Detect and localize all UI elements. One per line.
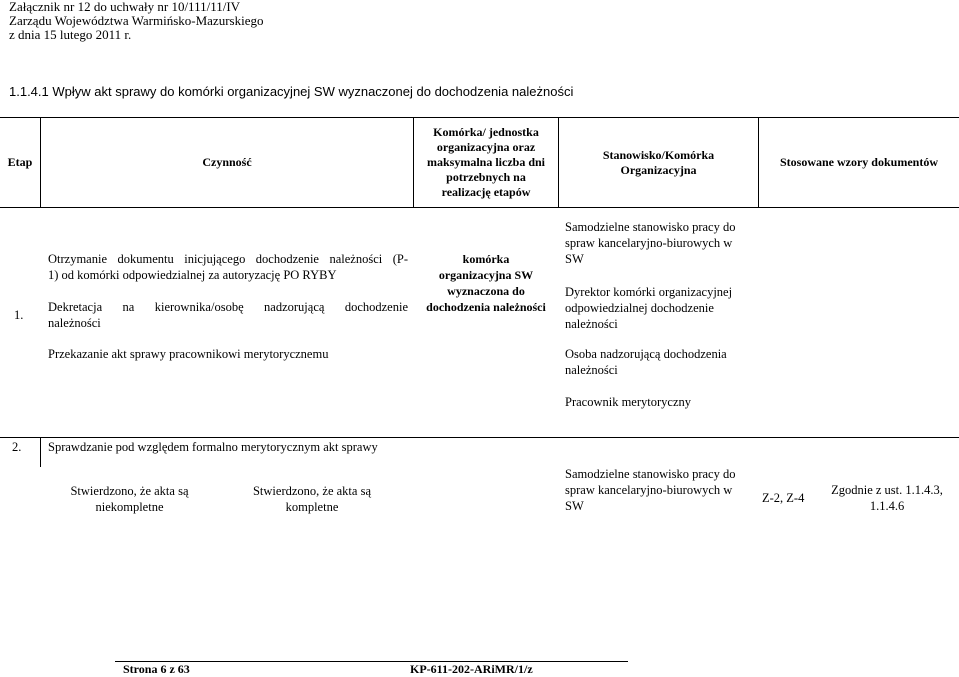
row1-position-line: Osoba nadzorującą dochodzenia — [565, 347, 727, 361]
row1-activity-1-line: 1) od komórki odpowiedzialnej za autoryzację PO RYBY — [48, 268, 337, 282]
row1-position-line: należności — [565, 363, 618, 377]
row2-reference — [815, 482, 959, 514]
row2-position-line: Samodzielne stanowisko pracy do — [565, 467, 736, 481]
row1-activity-3: Przekazanie akt sprawy pracownikowi merytorycznemu — [48, 347, 329, 361]
row1-unit — [414, 251, 558, 315]
header-komorka-line: Komórka/ jednostka — [433, 125, 539, 139]
row1-position-d: Pracownik merytoryczny — [565, 395, 692, 409]
row1-activity-2-line: Dekretacja na kierownika/osobę nadzorującą dochodzenie — [48, 300, 408, 314]
row1-activity-2-line: należności — [48, 316, 101, 330]
row2-reference-line: 1.1.4.6 — [869, 499, 905, 513]
row1-etap: 1. — [14, 308, 24, 322]
row1-position-line: odpowiedzialnej dochodzenie — [565, 301, 714, 315]
row1-position-line: Samodzielne stanowisko pracy do — [565, 220, 736, 234]
header-stanowisko-line: Organizacyjna — [620, 162, 697, 177]
row1-position-line: Dyrektor komórki organizacyjnej — [565, 285, 733, 299]
header-komorka-line: potrzebnych na — [446, 170, 526, 184]
row1-position-b — [565, 284, 760, 332]
row1-position-a — [565, 219, 760, 267]
row2-position-line: SW — [565, 499, 584, 513]
branch-incomplete-line: niekompletne — [95, 500, 164, 514]
row1-position-line: spraw kancelaryjno-biurowych w — [565, 236, 733, 250]
header-czynnosc: Czynność — [202, 155, 252, 169]
row1-unit-line: organizacyjna SW — [438, 268, 534, 282]
header-komorka — [414, 118, 558, 207]
branch-complete-line: Stwierdzono, że akta są — [252, 484, 371, 498]
branch-incomplete — [52, 483, 207, 515]
header-komorka-line: maksymalna liczba dni — [426, 155, 546, 169]
branch-complete — [226, 483, 398, 515]
footer-page-number: Strona 6 z 63 — [123, 662, 190, 676]
row1-unit-line: wyznaczona do — [447, 284, 525, 298]
header-stanowisko-line: Stanowisko/Komórka — [602, 147, 715, 162]
row1-unit-line: dochodzenia należności — [426, 300, 546, 314]
header-komorka-line: organizacyjna oraz — [436, 140, 536, 154]
header-stanowisko — [559, 118, 758, 207]
row2-activity: Sprawdzanie pod względem formalno merytorycznym akt sprawy — [48, 440, 378, 454]
row2-etap: 2. — [12, 440, 22, 454]
row1-activity-1-line: Otrzymanie dokumentu inicjującego dochodzenie należności (P- — [48, 252, 408, 266]
row1-position-line: należności — [565, 317, 618, 331]
row2-reference-line: Zgodnie z ust. 1.1.4.3, — [831, 483, 943, 497]
row2-forms: Z-2, Z-4 — [762, 491, 805, 505]
row2-position — [565, 466, 760, 514]
section-title: 1.1.4.1 Wpływ akt sprawy do komórki organizacyjnej SW wyznaczonej do dochodzenia należności — [9, 84, 574, 99]
row1-position-line: SW — [565, 252, 584, 266]
header-wzory: Stosowane wzory dokumentów — [779, 155, 938, 169]
row1-position-c — [565, 346, 760, 378]
header-etap: Etap — [7, 155, 33, 169]
row1-unit-line: komórka — [462, 252, 510, 266]
footer-document-code: KP-611-202-ARiMR/1/z — [410, 662, 533, 676]
header-komorka-line: realizację etapów — [441, 185, 531, 199]
attachment-line-3: z dnia 15 lutego 2011 r. — [9, 27, 132, 42]
row2-position-line: spraw kancelaryjno-biurowych w — [565, 483, 733, 497]
branch-complete-line: kompletne — [285, 500, 339, 514]
footer-rule — [115, 661, 628, 662]
attachment-line-2: Zarządu Województwa Warmińsko-Mazurskiego — [9, 13, 264, 28]
attachment-line-1: Załącznik nr 12 do uchwały nr 10/111/11/IV — [9, 0, 241, 14]
branch-incomplete-line: Stwierdzono, że akta są — [70, 484, 189, 498]
